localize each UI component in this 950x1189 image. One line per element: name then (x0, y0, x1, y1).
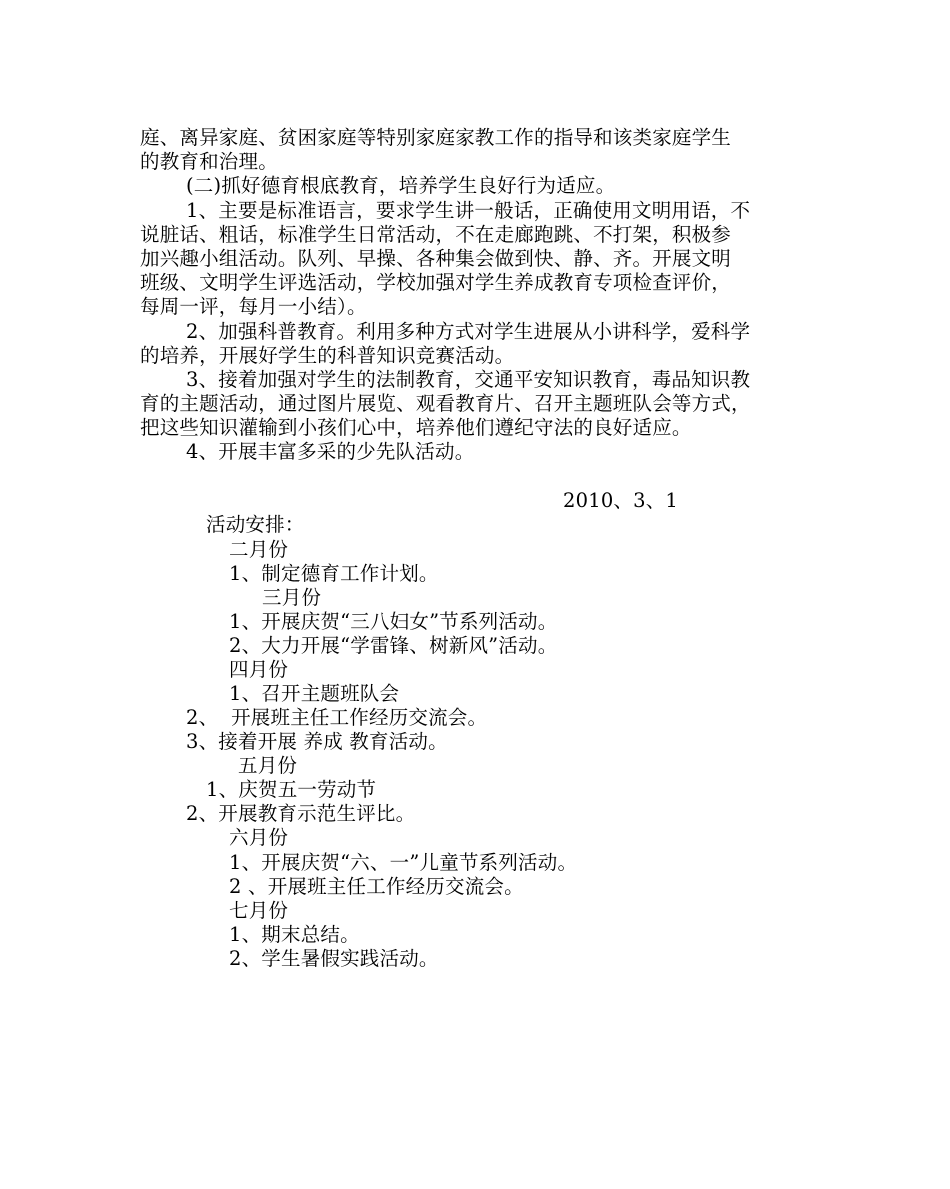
schedule-item: 1、开展庆贺“六、一”儿童节系列活动。 (229, 851, 578, 874)
paragraph-line: 加兴趣小组活动。队列、早操、各种集会做到快、静、齐。开展文明 (140, 247, 732, 270)
schedule-title: 活动安排： (206, 513, 305, 536)
schedule-month-heading: 三月份 (262, 586, 322, 609)
section-heading: (二)抓好德育根底教育，培养学生良好行为适应。 (186, 174, 616, 197)
paragraph-line: 1、主要是标准语言，要求学生讲一般话，正确使用文明用语，不 (186, 199, 751, 222)
schedule-item: 1、庆贺五一劳动节 (206, 778, 377, 801)
schedule-item: 2、学生暑假实践活动。 (229, 947, 439, 970)
paragraph-line: 的教育和治理。 (140, 150, 278, 173)
schedule-month-heading: 四月份 (229, 658, 289, 681)
schedule-item: 2、 开展班主任工作经历交流会。 (186, 706, 488, 729)
paragraph-line: 每周一评，每月一小结）。 (140, 295, 367, 318)
paragraph-line: 2、加强科普教育。利用多种方式对学生进展从小讲科学，爱科学 (186, 320, 751, 343)
paragraph-line: 庭、离异家庭、贫困家庭等特别家庭家教工作的指导和该类家庭学生 (140, 126, 732, 149)
paragraph-line: 育的主题活动，通过图片展览、观看教育片、召开主题班队会等方式， (140, 392, 751, 415)
schedule-month-heading: 二月份 (229, 538, 289, 561)
paragraph-line: 3、接着加强对学生的法制教育，交通平安知识教育，毒品知识教 (186, 368, 751, 391)
schedule-item: 1、开展庆贺“三八妇女”节系列活动。 (229, 610, 558, 633)
schedule-item: 2、开展教育示范生评比。 (186, 802, 416, 825)
schedule-month-heading: 五月份 (238, 754, 298, 777)
schedule-item: 1、召开主题班队会 (229, 682, 400, 705)
paragraph-line: 把这些知识灌输到小孩们心中，培养他们遵纪守法的良好适应。 (140, 416, 692, 439)
paragraph-line: 说脏话、粗话，标准学生日常活动，不在走廊跑跳、不打架，积极参 (140, 223, 732, 246)
document-date: 2010、3、1 (563, 489, 679, 512)
paragraph-line: 班级、文明学生评选活动，学校加强对学生养成教育专项检查评价， (140, 271, 732, 294)
schedule-item: 2 、开展班主任工作经历交流会。 (229, 875, 524, 898)
paragraph-line: 的培养，开展好学生的科普知识竞赛活动。 (140, 344, 515, 367)
schedule-item: 3、接着开展 养成 教育活动。 (186, 730, 448, 753)
schedule-item: 2、大力开展“学雷锋、树新风”活动。 (229, 634, 558, 657)
schedule-month-heading: 六月份 (229, 826, 289, 849)
schedule-item: 1、期末总结。 (229, 923, 360, 946)
schedule-item: 1、制定德育工作计划。 (229, 562, 439, 585)
paragraph-line: 4、开展丰富多采的少先队活动。 (186, 440, 475, 463)
schedule-month-heading: 七月份 (229, 899, 289, 922)
